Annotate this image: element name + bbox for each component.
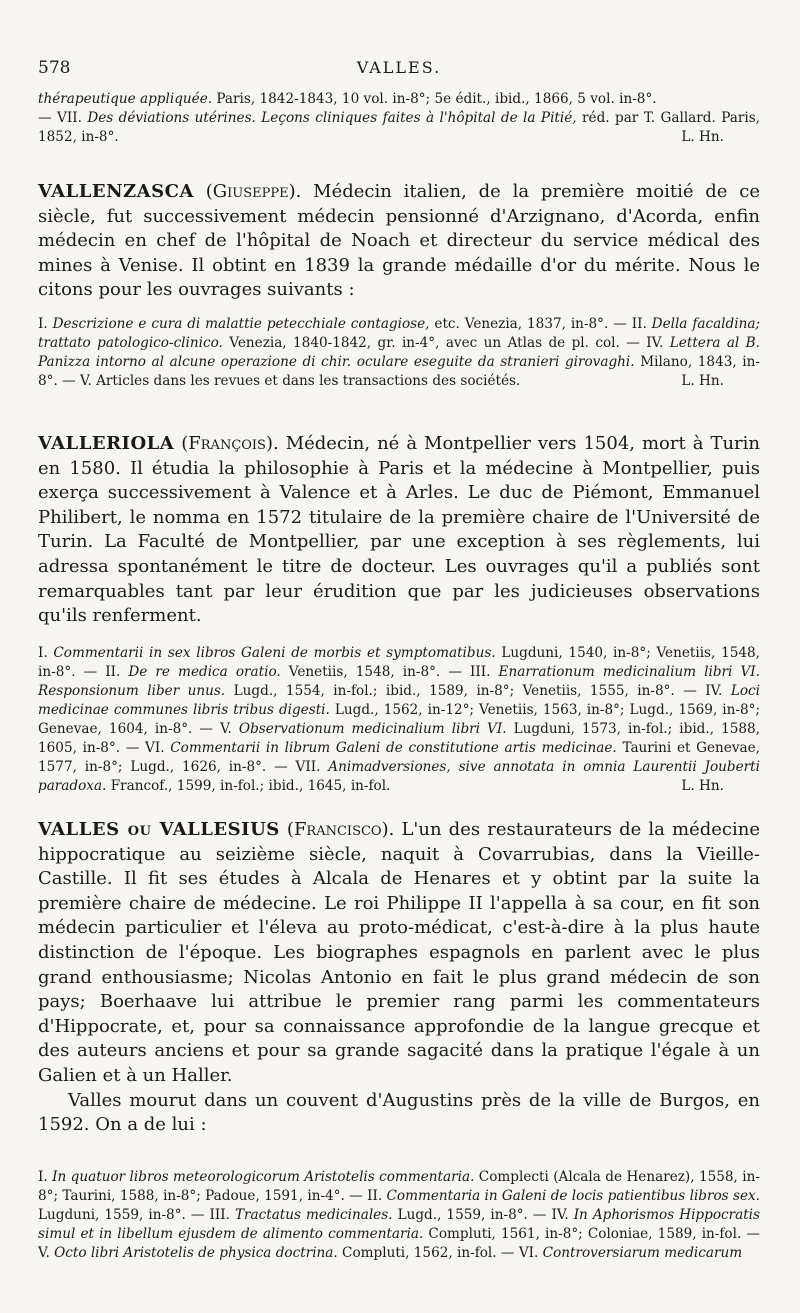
works-valles — [38, 1168, 760, 1263]
signature-vallenzasca: L. Hn. — [681, 373, 724, 389]
vr-r6: Taurini et Genevae, 1577, in-8°; Lugd., 1626, in-8°. — VII. — [38, 740, 760, 775]
vr-r4: Lugd., 1562, in-12°; Venetiis, 1563, in-8°; Lugd., 1569, in-8°; Genevae, 1604, in-8°. — V. — [38, 702, 760, 737]
vl-r5: Compluti, 1562, in-fol. — VI. — [337, 1245, 543, 1261]
works-vallenzasca — [38, 315, 760, 391]
fragment-rest-1: Paris, 1842-1843, 10 vol. in-8°; 5e édit., ibid., 1866, 5 vol. in-8°. — [212, 91, 657, 107]
vl-r2: Lugduni, 1559, in-8°. — III. — [38, 1207, 235, 1223]
vr-t4: Loci medicinae communes libris tribus digesti. — [38, 683, 760, 718]
vl-t4: In Aphorismos Hippocratis simul et in libellum ejusdem de alimento commentaria. — [38, 1207, 761, 1242]
vz-w2-rest: Venezia, 1840-1842, gr. in-4°, avec un Atlas de pl. col. — IV. — [222, 335, 670, 351]
vr-t7: Animadversiones, sive annotata in omnia Laurentii Jouberti paradoxa. — [38, 759, 760, 794]
vr-r7: Francof., 1599, in-fol.; ibid., 1645, in-fol. — [106, 778, 391, 794]
vl-r3: Lugd., 1559, in-8°. — IV. — [392, 1207, 574, 1223]
vl-p1: I. — [38, 1169, 53, 1185]
vl-t1: In quatuor libros meteorologicorum Aristotelis commentaria. — [52, 1169, 475, 1185]
signature-valleriola: L. Hn. — [681, 778, 724, 794]
vr-t6: Commentarii in librum Galeni de constitutione artis medicinae. — [170, 740, 617, 756]
fragment-line-1 — [38, 90, 760, 109]
vr-t1: Commentarii in sex libros Galeni de morbis et symptomatibus. — [53, 645, 496, 661]
vz-w1-rest: etc. Venezia, 1837, in-8°. — II. — [429, 316, 652, 332]
text-valles: L'un des restaurateurs de la médecine hippocratique au seizième siècle, naquit à Covarrubias, dans la Vieille-Castille. Il fit ses études à Alcala de Henares et y obtint par la suite la première chaire de médecine. Le roi Philippe II l'appella à sa cour, en fit son médecin particulier et l'éleva au proto-médicat, c'est-à-dire à la plus haute distinction de l'époque. Les biographes espagnols en parlent avec le plus grand enthousiasme; Nicolas Antonio en fait le plus grand médecin de son pays; Boerhaave lui attribue le premier rang parmi les commentateurs d'Hippocrate, et, pour sa connaissance approfondie de la langue grecque et des auteurs anciens et pour sa grande sagacité dans la pratique l'égale à un Galien et à un Haller. — [38, 819, 760, 1086]
vl-r4: Compluti, 1561, in-8°; Coloniae, 1589, in-fol. — V. — [38, 1226, 761, 1261]
vz-w4-rest: Milano, 1843, in-8°. — V. Articles dans les revues et dans les transactions des sociétés. — [38, 354, 760, 389]
vz-w1-title: Descrizione e cura di malattie petecchiale contagiose, — [52, 316, 430, 332]
vr-t2: De re medica oratio. — [128, 664, 281, 680]
fragment-pre-2: — VII. — [38, 110, 88, 126]
forename-valles: (Francisco). — [286, 819, 395, 840]
running-title: VALLES. — [356, 58, 442, 77]
entry-valleriola — [38, 432, 760, 629]
text-valleriola: Médecin, né à Montpellier vers 1504, mort à Turin en 1580. Il étudia la philosophie à Paris et la médecine à Montpellier, puis exerça successivement à Valence et à Arles. Le duc de Piémont, Emmanuel Philibert, le nomma en 1572 titulaire de la première chaire de l'Université de Turin. La Faculté de Montpellier, par une exception à ses règlements, lui adressa spontanément le titre de docteur. Les ouvrages qu'il a publiés sont remarquables tant par leur érudition que par les judicieuses observations qu'ils renferment. — [38, 433, 760, 627]
vr-t5: Observationum medicinalium libri VI. — [238, 721, 507, 737]
vr-r2: Venetiis, 1548, in-8°. — III. — [280, 664, 499, 680]
works-valleriola — [38, 644, 760, 796]
text2-valles: Valles mourut dans un couvent d'Augustins près de la ville de Burgos, en 1592. On a de lui : — [38, 1089, 760, 1136]
vr-r5: Lugduni, 1573, in-fol.; ibid., 1588, 1605, in-8°. — VI. — [38, 721, 760, 756]
fragment-rest-2: réd. par T. Gallard. Paris, 1852, in-8°. — [38, 110, 761, 145]
entry-vallenzasca — [38, 180, 760, 303]
entry-valles — [38, 818, 760, 1138]
forename-vallenzasca: (Giuseppe). — [205, 181, 302, 202]
text-vallenzasca: Médecin italien, de la première moitié de ce siècle, fut successivement médecin pensionné d'Arzignano, d'Acorda, enfin médecin en chef de l'hôpital de Noach et directeur du service médical des mines à Venise. Il obtint en 1839 la grande médaille d'or du mérite. Nous le citons pour les ouvrages suivants : — [38, 181, 760, 301]
vl-r1: Complecti (Alcala de Henarez), 1558, in-8°; Taurini, 1588, in-8°; Padoue, 1591, in-4°. — II. — [38, 1169, 760, 1204]
vz-w1-pre: I. — [38, 316, 53, 332]
vz-w2-title: Della facaldina; trattato patologico-clinico. — [38, 316, 761, 351]
vr-t3: Enarrationum medicinalium libri VI. Responsionum liber unus. — [38, 664, 760, 699]
vl-t2: Commentaria in Galeni de locis patientibus libros sex. — [386, 1188, 760, 1204]
previous-entry-fragment — [38, 90, 760, 147]
forename-valleriola: (François). — [181, 433, 279, 454]
running-header — [38, 58, 760, 82]
vl-t6: Controversiarum medicarum — [542, 1245, 743, 1261]
vl-t5: Octo libri Aristotelis de physica doctrina. — [54, 1245, 338, 1261]
headword-valles: VALLES ou VALLESIUS — [38, 819, 280, 840]
fragment-title-1: thérapeutique appliquée. — [38, 91, 213, 107]
vr-r3: Lugd., 1554, in-fol.; ibid., 1589, in-8°; Venetiis, 1555, in-8°. — IV. — [225, 683, 731, 699]
vr-p1: I. — [38, 645, 54, 661]
vr-r1: Lugduni, 1540, in-8°; Venetiis, 1548, in-8°. — II. — [38, 645, 760, 680]
fragment-title-2: Des déviations utérines. Leçons cliniques faites à l'hôpital de la Pitié, — [87, 110, 577, 126]
headword-valleriola: VALLERIOLA — [38, 433, 175, 454]
fragment-signature: L. Hn. — [681, 129, 724, 145]
page-number: 578 — [38, 58, 71, 78]
vz-w4-title: Lettera al B. Panizza intorno al alcune operazione di chir. oculare eseguite da stranieri girovaghi. — [38, 335, 760, 370]
vl-t3: Tractatus medicinales. — [234, 1207, 393, 1223]
headword-vallenzasca: VALLENZASCA — [38, 181, 194, 202]
